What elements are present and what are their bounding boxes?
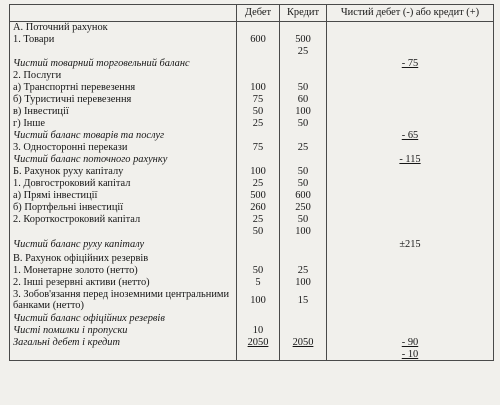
credit-cell: 250: [280, 202, 327, 214]
net-cell: [327, 313, 494, 325]
header-debit: Дебет: [237, 5, 280, 22]
row-label: Чисті помилки і пропуски: [10, 325, 237, 337]
row-label: б) Портфельні інвестиції: [10, 202, 237, 214]
table-row: [10, 58, 494, 70]
row-label: 2. Короткостроковий капітал: [10, 214, 237, 226]
row-label: в) Інвестиції: [10, 106, 237, 118]
table-row: [10, 226, 494, 238]
table-row: [10, 82, 494, 94]
header-credit: Кредит: [280, 5, 327, 22]
row-label: б) Туристичні перевезення: [10, 94, 237, 106]
table-row: [10, 46, 494, 58]
table-row: [10, 22, 494, 34]
table-row: [10, 130, 494, 142]
debit-cell: [237, 58, 280, 70]
row-label: 1. Довгостроковий капітал: [10, 178, 237, 190]
debit-cell: [237, 349, 280, 361]
table-row: [10, 313, 494, 325]
table-row: [10, 70, 494, 82]
net-cell: [327, 202, 494, 214]
table-row: [10, 34, 494, 46]
credit-cell: 50: [280, 214, 327, 226]
credit-cell: 25: [280, 46, 327, 58]
credit-cell: [280, 22, 327, 34]
net-cell: [327, 253, 494, 265]
credit-cell: [280, 130, 327, 142]
net-cell: - 115: [327, 154, 494, 166]
table-row: [10, 349, 494, 361]
row-label: 1. Товари: [10, 34, 237, 46]
net-cell: - 65: [327, 130, 494, 142]
debit-cell: 25: [237, 214, 280, 226]
debit-cell: [237, 70, 280, 82]
credit-cell: 100: [280, 106, 327, 118]
debit-cell: [237, 253, 280, 265]
credit-cell: 50: [280, 82, 327, 94]
net-cell: [327, 190, 494, 202]
net-cell: [327, 178, 494, 190]
credit-cell: 2050: [280, 337, 327, 349]
credit-cell: [280, 58, 327, 70]
net-cell: [327, 289, 494, 313]
debit-cell: [237, 46, 280, 58]
row-label: 2. Послуги: [10, 70, 237, 82]
row-label: Чистий баланс поточного рахунку: [10, 154, 237, 166]
table-row: [10, 277, 494, 289]
credit-cell: 60: [280, 94, 327, 106]
net-cell: [327, 166, 494, 178]
table-row: [10, 253, 494, 265]
debit-cell: 75: [237, 142, 280, 154]
table-row: [10, 238, 494, 253]
credit-cell: 50: [280, 178, 327, 190]
row-label: 1. Монетарне золото (нетто): [10, 265, 237, 277]
header-net: Чистий дебет (-) або кредит (+): [327, 5, 494, 22]
credit-cell: [280, 154, 327, 166]
debit-cell: 10: [237, 325, 280, 337]
credit-cell: 500: [280, 34, 327, 46]
row-label: а) Транспортні перевезення: [10, 82, 237, 94]
net-cell: [327, 34, 494, 46]
credit-cell: 50: [280, 118, 327, 130]
row-label: а) Прямі інвестиції: [10, 190, 237, 202]
row-label: В. Рахунок офіційних резервів: [10, 253, 237, 265]
net-cell: - 75: [327, 58, 494, 70]
net-cell: [327, 325, 494, 337]
row-label: 3. Односторонні перекази: [10, 142, 237, 154]
row-label: Чистий товарний торговельний баланс: [10, 58, 237, 70]
debit-cell: [237, 238, 280, 253]
debit-cell: 50: [237, 106, 280, 118]
debit-cell: [237, 130, 280, 142]
debit-cell: [237, 154, 280, 166]
credit-cell: 25: [280, 142, 327, 154]
credit-cell: 100: [280, 277, 327, 289]
credit-cell: 50: [280, 166, 327, 178]
net-cell: - 10: [327, 349, 494, 361]
net-cell: [327, 106, 494, 118]
row-label: 2. Інші резервні активи (нетто): [10, 277, 237, 289]
net-cell: [327, 265, 494, 277]
row-label: 3. Зобов'язання перед іноземними центральними банками (нетто): [10, 289, 237, 313]
table-row: [10, 106, 494, 118]
credit-cell: [280, 349, 327, 361]
net-cell: [327, 70, 494, 82]
table-row: [10, 202, 494, 214]
table-row: [10, 178, 494, 190]
debit-cell: 50: [237, 265, 280, 277]
net-cell: [327, 82, 494, 94]
net-cell: [327, 94, 494, 106]
debit-cell: 5: [237, 277, 280, 289]
net-cell: [327, 22, 494, 34]
debit-cell: 75: [237, 94, 280, 106]
table-row: [10, 337, 494, 349]
table-row: [10, 166, 494, 178]
debit-cell: 500: [237, 190, 280, 202]
credit-cell: [280, 325, 327, 337]
balance-of-payments-table: [9, 4, 494, 361]
debit-cell: 50: [237, 226, 280, 238]
debit-cell: [237, 22, 280, 34]
net-cell: - 90: [327, 337, 494, 349]
credit-cell: 15: [280, 289, 327, 313]
debit-cell: 100: [237, 289, 280, 313]
net-cell: ±215: [327, 238, 494, 253]
debit-cell: 100: [237, 166, 280, 178]
row-label: А. Поточний рахунок: [10, 22, 237, 34]
credit-cell: [280, 313, 327, 325]
net-cell: [327, 142, 494, 154]
credit-cell: 600: [280, 190, 327, 202]
row-label: г) Інше: [10, 118, 237, 130]
debit-cell: [237, 313, 280, 325]
debit-cell: 25: [237, 178, 280, 190]
table-row: [10, 142, 494, 154]
credit-cell: 25: [280, 265, 327, 277]
row-label: [10, 349, 237, 361]
debit-cell: 600: [237, 34, 280, 46]
net-cell: [327, 277, 494, 289]
net-cell: [327, 118, 494, 130]
row-label: Загальні дебет і кредит: [10, 337, 237, 349]
header-row: [10, 5, 494, 22]
credit-cell: [280, 253, 327, 265]
debit-cell: 100: [237, 82, 280, 94]
table-row: [10, 118, 494, 130]
table-row: [10, 325, 494, 337]
row-label: [10, 46, 237, 58]
table-row: [10, 190, 494, 202]
row-label: Чистий баланс руху капіталу: [10, 238, 237, 253]
header-item: [10, 5, 237, 22]
row-label: Чистий баланс товарів та послуг: [10, 130, 237, 142]
debit-cell: 2050: [237, 337, 280, 349]
table-row: [10, 265, 494, 277]
credit-cell: [280, 70, 327, 82]
net-cell: [327, 226, 494, 238]
credit-cell: [280, 238, 327, 253]
debit-cell: 25: [237, 118, 280, 130]
row-label: Чистий баланс офіційних резервів: [10, 313, 237, 325]
debit-cell: 260: [237, 202, 280, 214]
table-row: [10, 214, 494, 226]
table-header: [10, 5, 494, 22]
credit-cell: 100: [280, 226, 327, 238]
row-label: Б. Рахунок руху капіталу: [10, 166, 237, 178]
table-body: [10, 22, 494, 361]
table-row: [10, 94, 494, 106]
row-label: [10, 226, 237, 238]
net-cell: [327, 214, 494, 226]
net-cell: [327, 46, 494, 58]
table-row: [10, 154, 494, 166]
table-row: [10, 289, 494, 313]
